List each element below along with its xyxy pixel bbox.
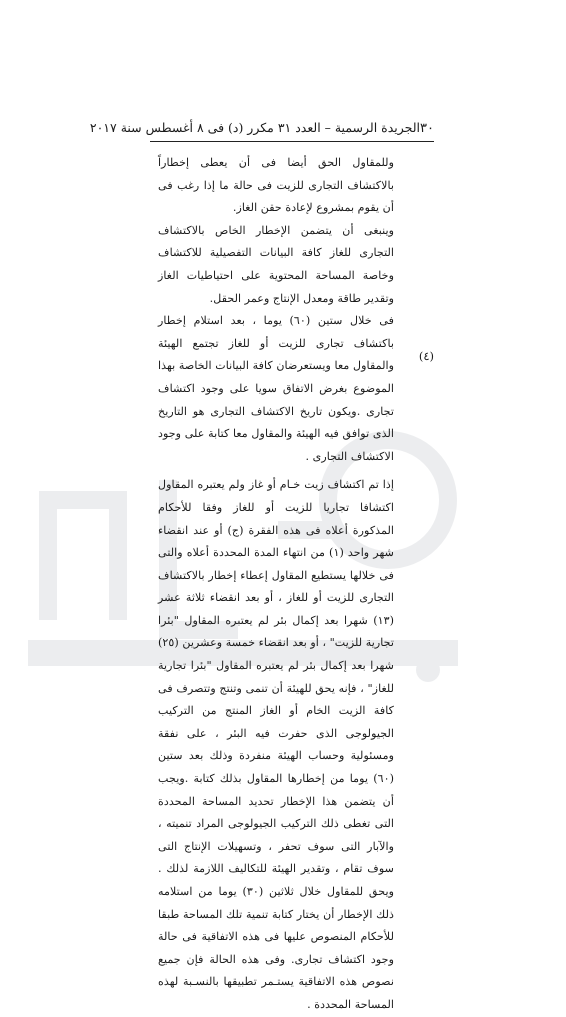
- header-divider: [150, 141, 434, 142]
- paragraph: وينبغى أن يتضمن الإخطار الخاص بالاكتشاف التجارى للغاز كافة البيانات التفصيلية للاكتشاف وخاصة المساحة المحتوية على احتياطيات الغاز وتقدير طاقة ومعدل الإنتاج وعمر الحقل.: [158, 223, 394, 305]
- paragraph: فى خلال ستين (٦٠) يوما ، بعد استلام إخطار باكتشاف تجارى للزيت أو للغاز تجتمع الهيئة والمقاول معا ويستعرضان كافة البيانات الخاصة بهذا الموضوع بغرض الاتفاق سويا على وجود اكتشاف تجارى .ويكون تاريخ الاكتشاف التجارى هو التاريخ الذى توافق فيه الهيئة والمقاول معا كتابة على وجود الاكتشاف التجارى .: [158, 314, 394, 463]
- document-body: [158, 152, 394, 1017]
- header-title: الجريدة الرسمية – العدد ٣١ مكرر (د) فى ٨ أغسطس سنة ٢٠١٧: [89, 120, 421, 135]
- paragraph: وللمقاول الحق أيضا فى أن يعطى إخطاراً بالاكتشاف التجارى للزيت فى حالة ما إذا رغب فى أن يقوم بمشروع لإعادة حقن الغاز.: [158, 156, 394, 215]
- page-number: ٣٠: [420, 121, 434, 136]
- paragraph: إذا تم اكتشاف زيت خـام أو غاز ولم يعتبره المقاول اكتشافا تجاريا للزيت أو للغاز وفقا للأحكام المذكورة أعلاه فى هذه الفقرة (ج) أو عند انقضاء شهر واحد (١) من انتهاء المدة المحددة أعلاه والتى فى خلالها يستطيع المقاول إعطاء إخطار بالاكتشاف التجارى للزيت أو للغاز ، أو بعد انقضاء ثلاثة عشر (١٣) شهرا بعد إكمال بئر لم يعتبره المقاول "بئرا تجارية للزيت" ، أو بعد انقضاء خمسة وعشرين (٢٥) شهرا بعد إكمال بئر لم يعتبره المقاول "بئرا تجارية للغاز" ، فإنه يحق للهيئة أن تنمى وتنتج وتتصرف فى كافة الزيت الخام أو الغاز المنتج من التركيب الجيولوجى الذى حفرت فيه البئر ، على نفقة ومسئولية وحساب الهيئة منفردة وذلك بعد ستين (٦٠) يوما من إخطارها المقاول بذلك كتابة .ويجب أن يتضمن هذا الإخطار تحديد المساحة المحددة التى تغطى ذلك التركيب الجيولوجى المراد تنميته ، والآبار التى سوف تحفر ، وتسهيلات الإنتاج التى سوف تقام ، وتقدير الهيئة للتكاليف اللازمة لذلك . ويحق للمقاول خلال ثلاثين (٣٠) يوما من استلامه ذلك الإخطار أن يختار كتابة تنمية تلك المساحة طبقا للأحكام المنصوص عليها فى هذه الاتفاقية فى حالة وجود اكتشاف تجارى. وفى هذه الحالة فإن جميع نصوص هذه الاتفاقية يستـمر تطبيقها بالنسـبة لهذه المساحة المحددة .: [158, 478, 395, 1011]
- page-header: [89, 120, 434, 136]
- item-number: (٤): [418, 349, 434, 363]
